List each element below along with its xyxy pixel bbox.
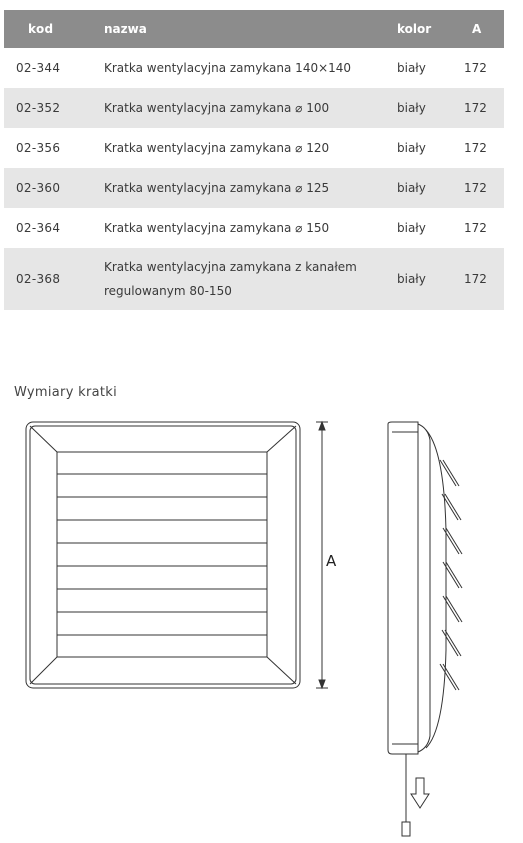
cell-kod: 02-352 xyxy=(16,101,61,115)
cell-kod: 02-368 xyxy=(16,272,61,286)
cell-kod: 02-364 xyxy=(16,221,61,235)
cell-a: 172 xyxy=(464,221,487,235)
cell-kolor: biały xyxy=(397,101,426,115)
cell-a: 172 xyxy=(464,61,487,75)
cell-nazwa: Kratka wentylacyjna zamykana ⌀ 120 xyxy=(104,141,330,155)
bevel-line xyxy=(267,426,296,452)
side-body xyxy=(388,422,418,754)
side-view xyxy=(388,422,462,836)
bevel-line xyxy=(30,657,57,684)
cell-kolor: biały xyxy=(397,221,426,235)
table-row xyxy=(4,248,504,310)
louvers xyxy=(57,474,267,635)
header-kolor: kolor xyxy=(397,22,432,36)
cell-nazwa: Kratka wentylacyjna zamykana ⌀ 150 xyxy=(104,221,330,235)
cell-a: 172 xyxy=(464,141,487,155)
table-row xyxy=(4,88,504,128)
section-title: Wymiary kratki xyxy=(14,385,118,400)
header-a: A xyxy=(472,22,482,36)
cell-a: 172 xyxy=(464,272,487,286)
cell-nazwa-line2: regulowanym 80-150 xyxy=(104,284,232,298)
cell-kod: 02-360 xyxy=(16,181,61,195)
side-flange xyxy=(418,424,430,752)
cord-handle xyxy=(402,822,410,836)
front-view xyxy=(26,422,300,688)
cell-kod: 02-356 xyxy=(16,141,61,155)
product-table xyxy=(4,10,504,310)
side-curve xyxy=(426,430,446,748)
cell-kolor: biały xyxy=(397,141,426,155)
inner-opening xyxy=(57,452,267,657)
cell-kolor: biały xyxy=(397,61,426,75)
cell-nazwa: Kratka wentylacyjna zamykana 140×140 xyxy=(104,61,352,75)
dimension-label-a: A xyxy=(326,552,337,570)
table-row xyxy=(4,128,504,168)
side-louvers xyxy=(440,460,462,690)
down-arrow-icon xyxy=(411,778,429,808)
table-row xyxy=(4,48,504,88)
cell-nazwa: Kratka wentylacyjna zamykana ⌀ 100 xyxy=(104,101,330,115)
grille-dimension-drawing xyxy=(0,410,523,843)
table-header xyxy=(4,10,504,48)
bevel-line xyxy=(267,657,296,684)
cell-nazwa xyxy=(104,255,386,303)
cell-kod: 02-344 xyxy=(16,61,61,75)
header-nazwa: nazwa xyxy=(104,22,147,36)
outer-frame xyxy=(26,422,300,688)
cell-kolor: biały xyxy=(397,181,426,195)
cell-nazwa: Kratka wentylacyjna zamykana ⌀ 125 xyxy=(104,181,330,195)
cell-kolor: biały xyxy=(397,272,426,286)
cell-nazwa-line1: Kratka wentylacyjna zamykana z kanałem xyxy=(104,260,357,274)
outer-frame-inner xyxy=(30,426,296,684)
bevel-line xyxy=(30,426,57,452)
header-kod: kod xyxy=(28,22,54,36)
cell-a: 172 xyxy=(464,101,487,115)
table-row xyxy=(4,208,504,248)
table-row xyxy=(4,168,504,208)
cell-a: 172 xyxy=(464,181,487,195)
